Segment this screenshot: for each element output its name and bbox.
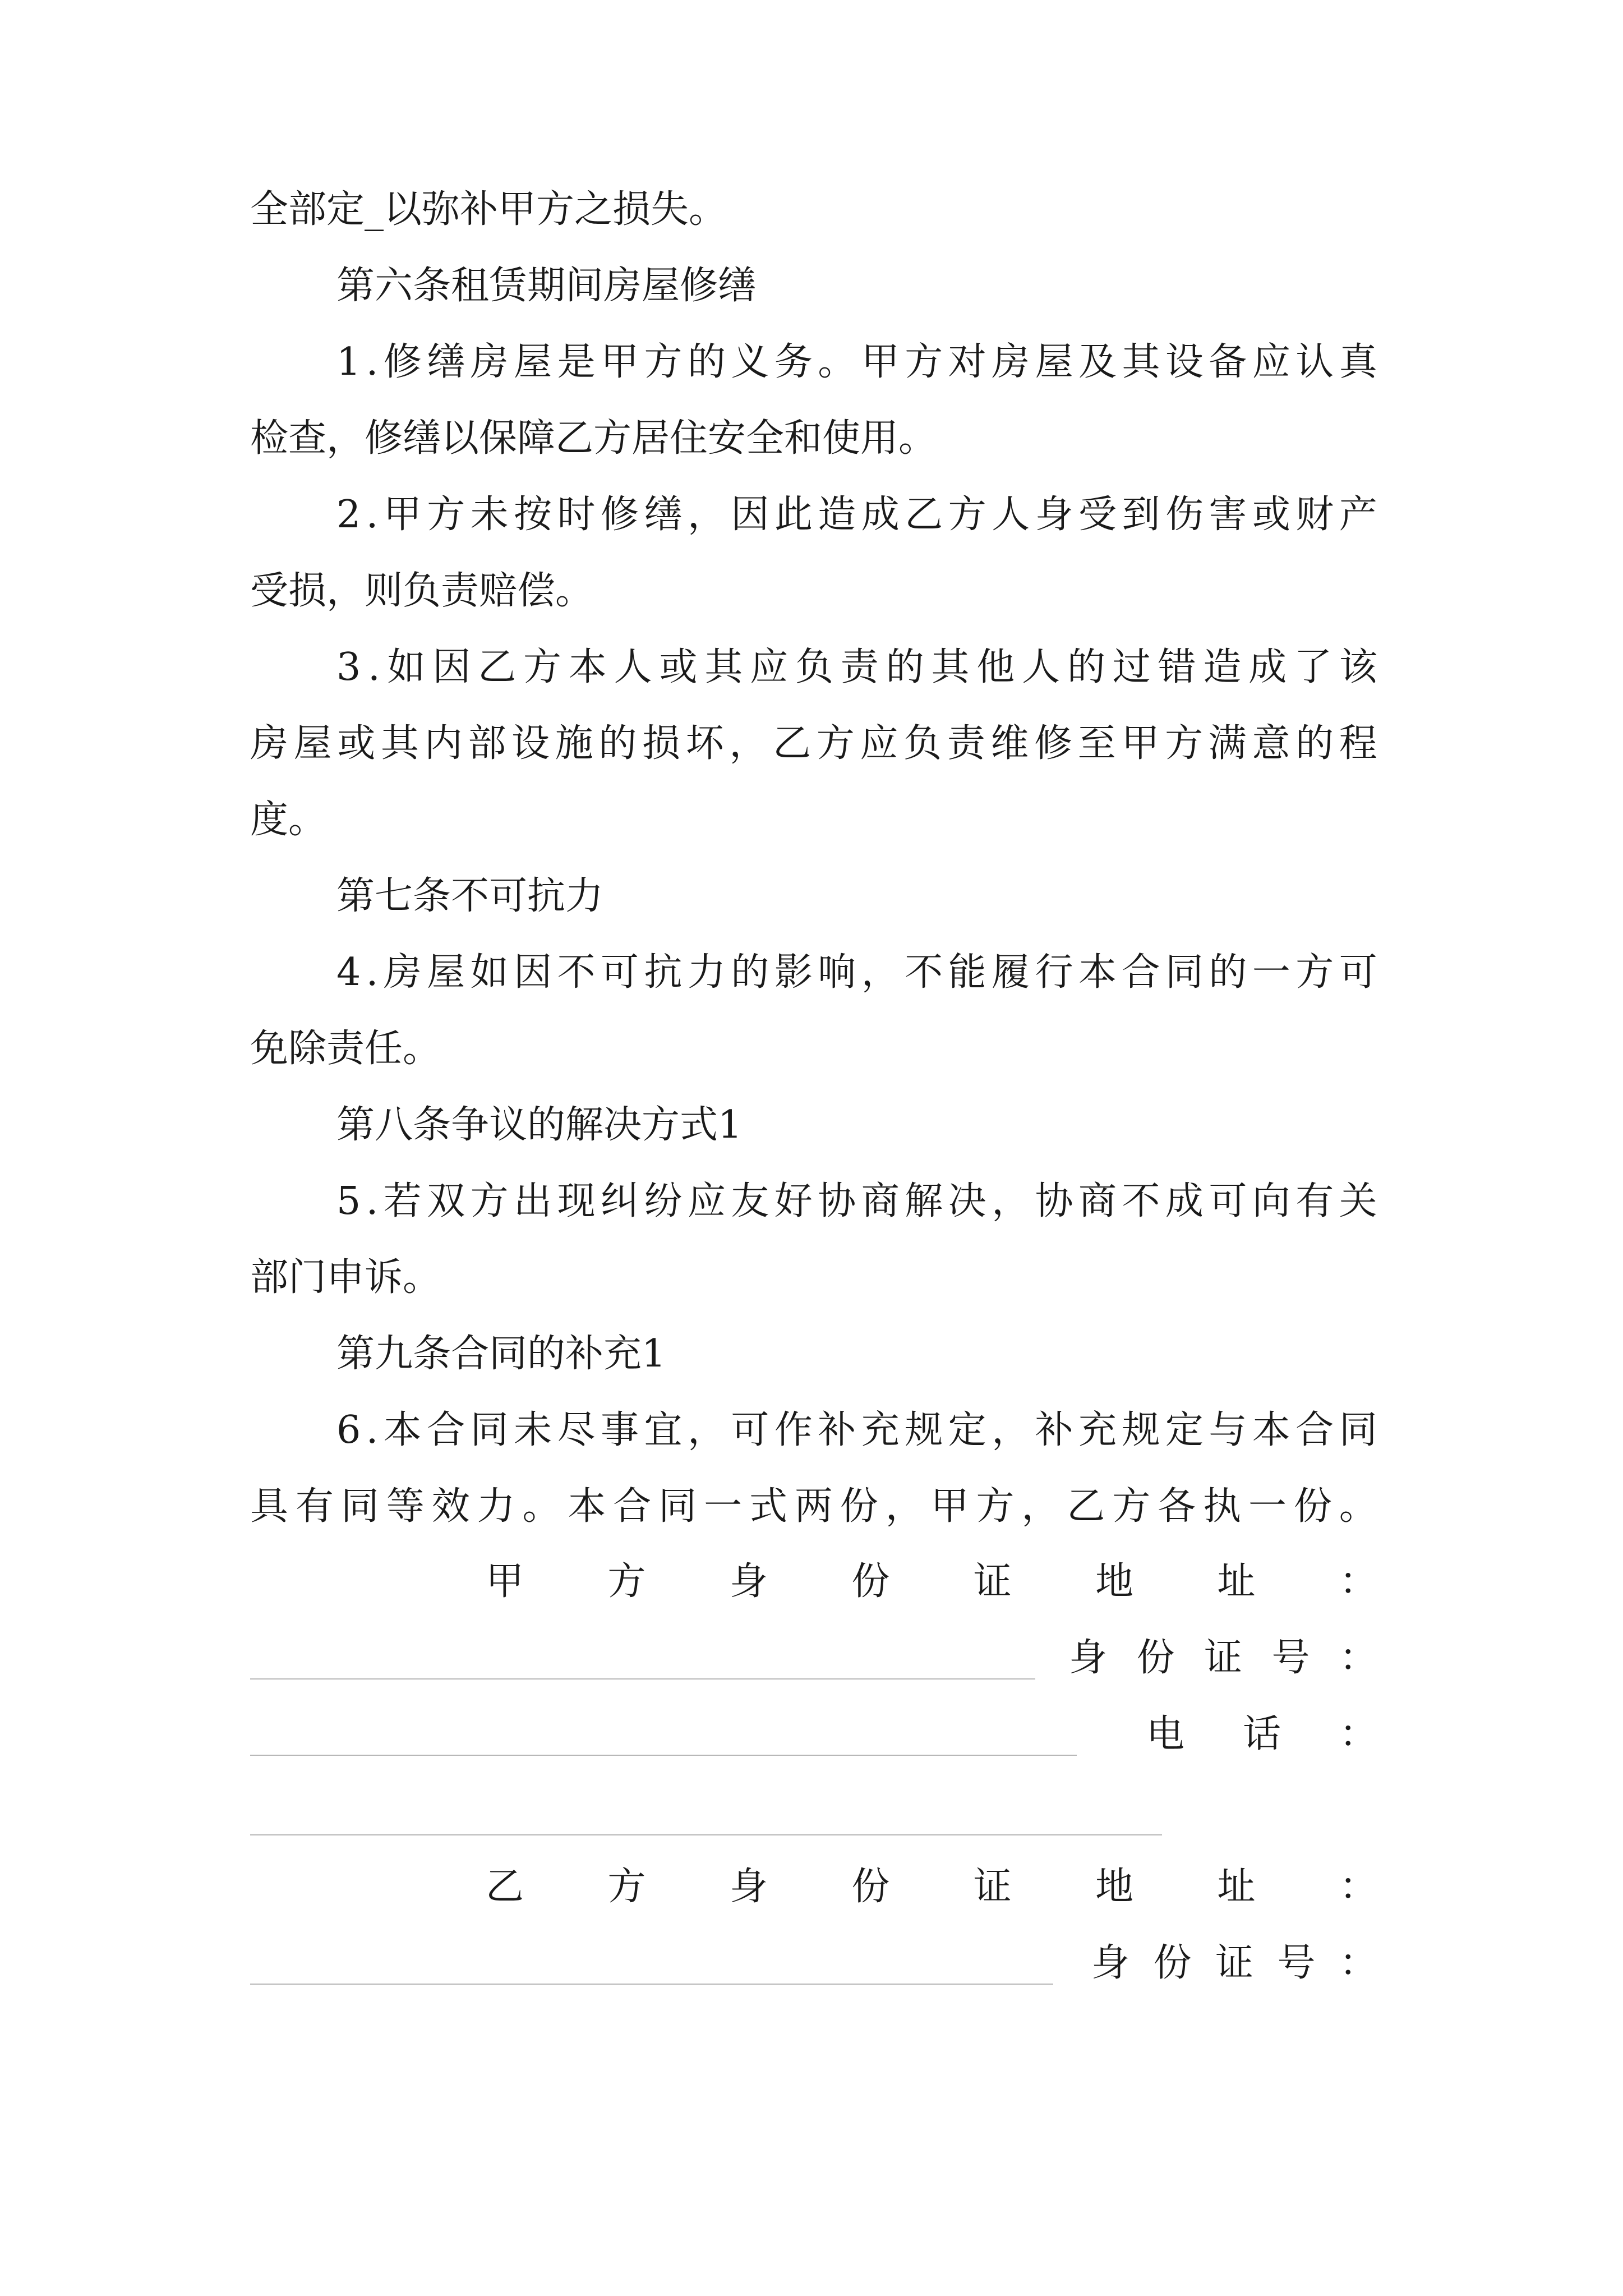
id-number-label: 身 份 证 号 ： — [1069, 1636, 1377, 1680]
section-heading-9: 第九条合同的补充1 — [336, 1332, 666, 1376]
paragraph-line: 3 . 如 因 乙 方 本 人 或 其 应 负 责 的 其 他 人 的 过 错 造 成 了 该 — [336, 645, 1377, 689]
party-b-id-number-label: 身 份 证 号 ： — [1091, 1941, 1377, 1985]
paragraph-line: 6 . 本 合 同 未 尽 事 宜 ， 可 作 补 充 规 定 ， 补 充 规 定 与 本 合 同 — [336, 1408, 1377, 1452]
paragraph-line: 检查，修缮以保障乙方居住安全和使用。 — [250, 416, 937, 461]
party-b-address-blank[interactable] — [250, 1984, 1053, 1985]
paragraph-line: 免除责任。 — [250, 1027, 441, 1071]
paragraph-line: 全部定_以弥补甲方之损失。 — [250, 187, 727, 232]
party-b-address-label: 乙 方 身 份 证 地 址 ： — [486, 1865, 1377, 1909]
paragraph-line: 具 有 同 等 效 力 。 本 合 同 一 式 两 份 ， 甲 方 ， 乙 方 各 执 一 份 。 — [250, 1484, 1377, 1529]
party-a-id-blank[interactable] — [250, 1755, 1077, 1756]
paragraph-line: 5 . 若 双 方 出 现 纠 纷 应 友 好 协 商 解 决 ， 协 商 不 成 可 向 有 关 — [336, 1179, 1377, 1223]
party-a-phone-blank-row — [250, 1795, 1377, 1840]
party-a-id-row — [250, 1636, 1377, 1684]
phone-label: 电 话 ： — [1146, 1712, 1377, 1756]
section-heading-8: 第八条争议的解决方式1 — [336, 1103, 743, 1147]
paragraph-line: 受损，则负责赔偿。 — [250, 569, 594, 613]
party-b-address-row — [250, 1865, 1377, 1913]
party-a-address-row — [250, 1559, 1377, 1608]
paragraph-line: 4 . 房 屋 如 因 不 可 抗 力 的 影 响 ， 不 能 履 行 本 合 同 的 一 方 可 — [336, 950, 1377, 995]
party-a-phone-row — [250, 1712, 1377, 1760]
paragraph-line: 度。 — [250, 798, 327, 842]
party-a-phone-blank[interactable] — [250, 1834, 1162, 1835]
party-a-address-label: 甲 方 身 份 证 地 址 ： — [486, 1559, 1377, 1604]
paragraph-line: 部门申诉。 — [250, 1255, 441, 1300]
section-heading-7: 第七条不可抗力 — [336, 874, 604, 918]
party-a-address-blank[interactable] — [250, 1678, 1035, 1680]
paragraph-line: 1 . 修 缮 房 屋 是 甲 方 的 义 务 。 甲 方 对 房 屋 及 其 设 备 应 认 真 — [336, 340, 1377, 384]
party-b-id-row — [250, 1941, 1377, 1989]
paragraph-line: 2 . 甲 方 未 按 时 修 缮 ， 因 此 造 成 乙 方 人 身 受 到 伤 害 或 财 产 — [336, 493, 1377, 537]
section-heading-6: 第六条租赁期间房屋修缮 — [336, 264, 757, 308]
paragraph-line: 房 屋 或 其 内 部 设 施 的 损 坏 ， 乙 方 应 负 责 维 修 至 甲 方 满 意 的 程 — [250, 721, 1377, 766]
